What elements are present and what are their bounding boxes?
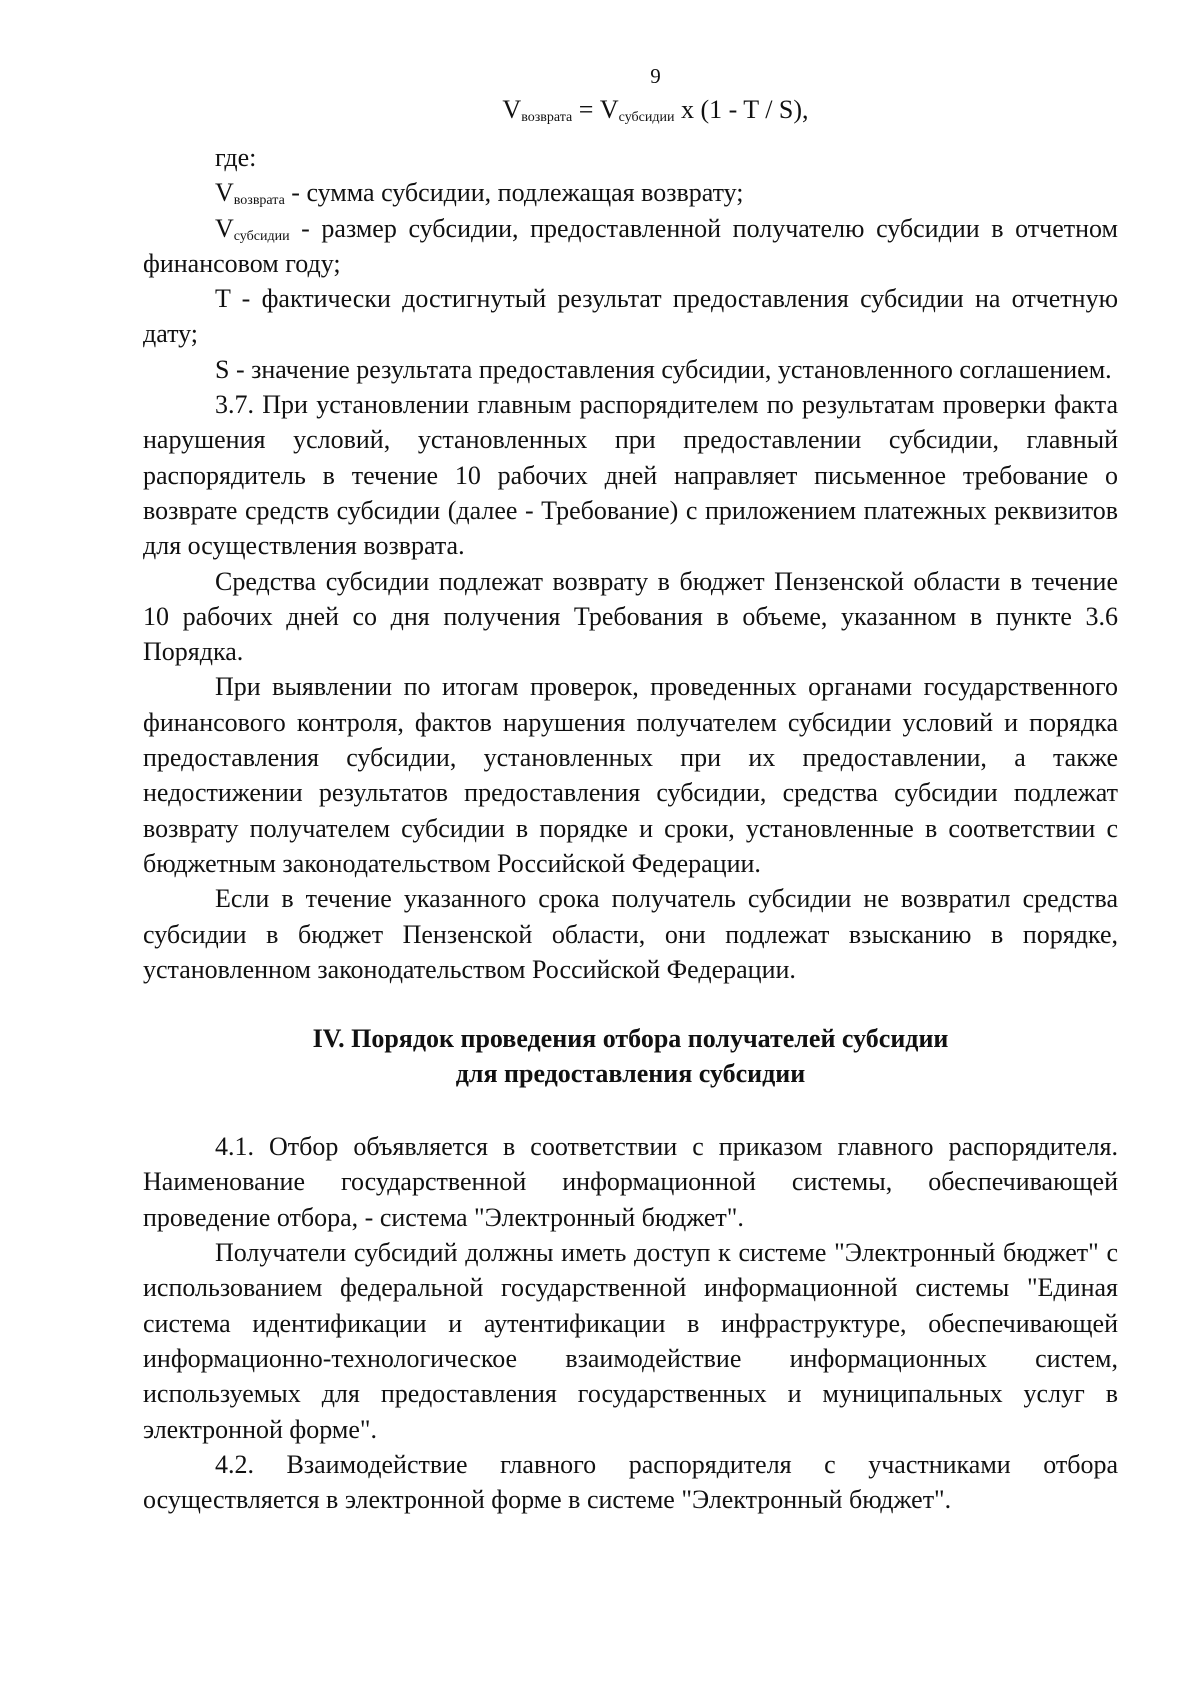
section-4-heading-line1: IV. Порядок проведения отбора получателей субсидии xyxy=(312,1024,949,1054)
definition-t: T - фактически достигнутый результат предоставления субсидии на отчетную дату; xyxy=(143,284,1118,349)
formula-equals: = xyxy=(572,95,600,124)
v-return-var: V xyxy=(215,178,234,208)
where-label: где: xyxy=(215,143,257,172)
definition-v-return xyxy=(143,175,1118,210)
paragraph-control-findings: При выявлении по итогам проверок, проведенных органами государственного финансового контроля, фактов нарушения получателем субсидии условий и порядка предоставления субсидии, установленных при их предоставлении, а также недостижении результатов предоставления субсидии, средства субсидии подлежат возврату получателем субсидии в порядке и сроки, установленные в соответствии с бюджетным законодательством Российской Федерации. xyxy=(143,672,1118,878)
formula-rhs-var: V xyxy=(599,95,619,124)
paragraph-4-2: 4.2. Взаимодействие главного распорядителя с участниками отбора осуществляется в электронной форме в системе "Электронный бюджет". xyxy=(143,1449,1118,1515)
v-subsidy-sub: субсидии xyxy=(233,228,290,244)
paragraph-3-7: 3.7. При установлении главным распорядителем по результатам проверки факта нарушения условий, установленных при предоставлении субсидии, главный распорядитель в течение 10 рабочих дней направляет письменное требование о возврате средств субсидии (далее - Требование) с приложением платежных реквизитов для осуществления возврата. xyxy=(143,390,1118,561)
paragraph-access-system: Получатели субсидий должны иметь доступ к системе "Электронный бюджет" с использованием федеральной государственной информационной системы "Единая система идентификации и аутентификации в инфраструктуре, обеспечивающей информационно-технологическое взаимодействие информационных систем, используемых для предоставления государственных и муниципальных услуг в электронной форме". xyxy=(143,1238,1118,1444)
v-return-text: - сумма субсидии, подлежащая возврату; xyxy=(284,178,744,208)
formula-lhs-sub: возврата xyxy=(521,110,573,125)
formula-rhs-rest: x (1 - T / S), xyxy=(674,95,809,124)
v-subsidy-var: V xyxy=(215,213,234,243)
v-subsidy-text: - размер субсидии, предоставленной получателю субсидии в отчетном финансовом году; xyxy=(143,213,1118,278)
document-page xyxy=(143,62,1118,1517)
section-4-heading-line2: для предоставления субсидии xyxy=(455,1059,806,1089)
paragraph-4-1: 4.1. Отбор объявляется в соответствии с приказом главного распорядителя. Наименование государственной информационной системы, обеспечивающей проведение отбора, - система "Электронный бюджет". xyxy=(143,1132,1118,1232)
page-number: 9 xyxy=(650,64,661,88)
return-formula xyxy=(143,92,1118,136)
definition-s: S - значение результата предоставления субсидии, установленного соглашением. xyxy=(215,354,1112,384)
definition-v-subsidy xyxy=(143,211,1118,282)
paragraph-return-funds: Средства субсидии подлежат возврату в бюджет Пензенской области в течение 10 рабочих дней со дня получения Требования в объеме, указанном в пункте 3.6 Порядка. xyxy=(143,566,1118,667)
formula-lhs-var: V xyxy=(502,95,522,124)
formula-rhs-sub: субсидии xyxy=(618,110,675,125)
v-return-sub: возврата xyxy=(233,193,285,209)
section-4-heading xyxy=(143,1021,1118,1091)
definitions-where xyxy=(143,140,1118,175)
paragraph-recovery: Если в течение указанного срока получатель субсидии не возвратил средства субсидии в бюджет Пензенской области, они подлежат взысканию в порядке, установленном законодательством Российской Федерации. xyxy=(143,884,1118,984)
